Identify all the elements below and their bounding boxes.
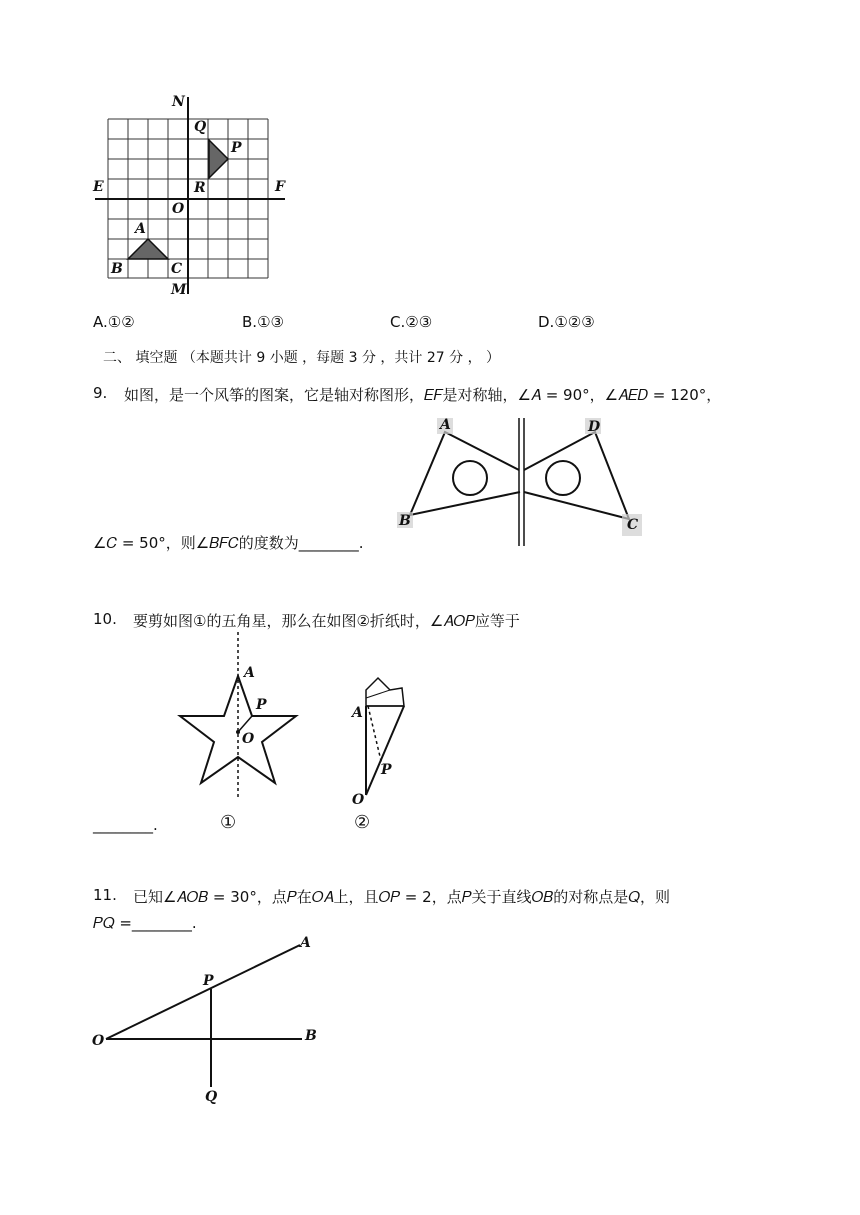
q9-text-line1: 如图，是一个风筝的图案，它是轴对称图形，𝐸𝐹是对称轴，∠𝐴 = 90°，∠𝐴𝐸𝐷 = 120°， [124, 386, 722, 404]
fig2-caption: ② [354, 812, 371, 833]
line-label-b: B [305, 1028, 317, 1044]
section-title: 二、 填空题 （本题共计 9 小题 ，每题 3 分 ，共计 27 分 ， ） [103, 350, 501, 366]
grid-label-n: N [172, 94, 185, 110]
option-c-value: ②③ [405, 313, 433, 331]
q9-number: 9. [93, 384, 108, 402]
line-label-p: P [203, 973, 214, 989]
grid-label-b: B [111, 261, 123, 277]
fold-label-o: O [352, 792, 365, 808]
grid-label-m: M [171, 282, 187, 298]
kite-label-a: A [440, 417, 451, 433]
q11-number: 11. [93, 886, 117, 904]
grid-label-c: C [171, 261, 183, 277]
star-label-a: A [244, 665, 255, 681]
q10-blank: ________. [93, 816, 158, 834]
kite-label-b: B [399, 513, 411, 529]
star-label-p: P [256, 697, 267, 713]
q9-text-line2: ∠𝐶 = 50°，则∠𝐵𝐹𝐶的度数为________. [93, 534, 364, 552]
line-label-a: A [300, 935, 311, 951]
line-label-q: Q [205, 1089, 218, 1105]
kite-label-c: C [627, 517, 639, 533]
option-d-key: D. [538, 313, 555, 331]
option-b-value: ①③ [257, 313, 284, 331]
grid-label-o: O [172, 201, 185, 217]
grid-label-e: E [93, 179, 104, 195]
line-label-o: O [92, 1033, 105, 1049]
option-a-value: ①② [107, 313, 135, 331]
q10-number: 10. [93, 610, 117, 628]
option-d-value: ①②③ [554, 313, 595, 331]
fold-label-a: A [352, 705, 363, 721]
kite-label-d: D [588, 419, 601, 435]
q11-text-line1: 已知∠𝐴𝑂𝐵 = 30°，点𝑃在𝑂𝐴上，且𝑂𝑃 = 2，点𝑃关于直线𝑂𝐵的对称点是𝑄，则 [133, 888, 671, 906]
q10-text: 要剪如图①的五角星，那么在如图②折纸时，∠𝐴𝑂𝑃应等于 [133, 612, 520, 630]
fold-label-p: P [381, 762, 392, 778]
grid-label-f: F [275, 179, 285, 195]
grid-label-a: A [135, 221, 146, 237]
option-b-key: B. [242, 313, 258, 331]
q11-text-line2: 𝑃𝑄 =________. [93, 914, 197, 932]
grid-label-r: R [194, 180, 206, 196]
star-label-o: O [242, 731, 255, 747]
fig1-caption: ① [220, 812, 237, 833]
option-c-key: C. [390, 313, 406, 331]
grid-label-p: P [231, 140, 242, 156]
grid-label-q: Q [194, 119, 207, 135]
option-a-key: A. [93, 313, 108, 331]
